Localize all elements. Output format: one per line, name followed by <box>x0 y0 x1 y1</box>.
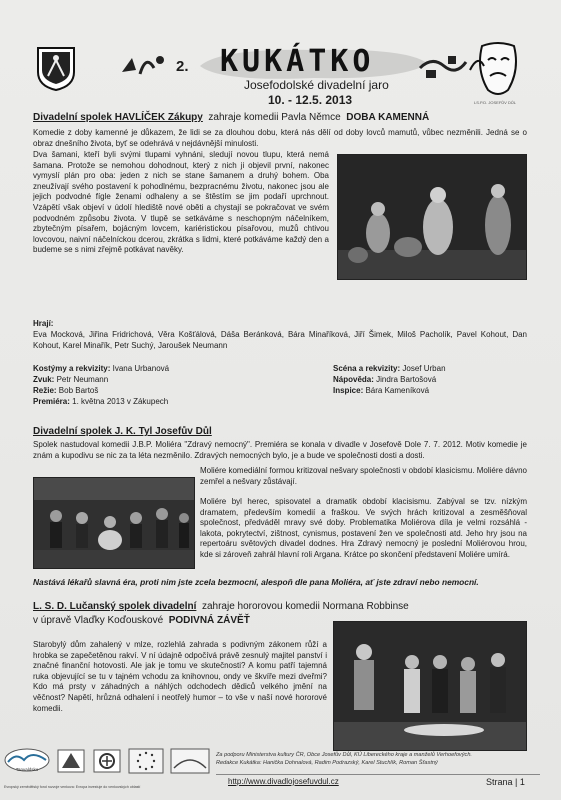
rural-fund-logo <box>170 748 210 774</box>
cast-label: Hrají: <box>33 319 54 328</box>
doba-kamenna-photo <box>337 154 527 280</box>
article2-quote: Nastává lékařů slavná éra, proti nim jste zcela bezmocní, alespoň dle pana Moliéra, ať jste zdraví nebo nemocní. <box>33 577 479 587</box>
footer-editors: Redakce Kukátka: Hanička Dohnalová, Radim Podrazský, Karel Stuchlík, Roman Šťastný <box>216 760 438 766</box>
eu-fund-note: Evropský zemědělský fond rozvoje venkova: Evropa investuje do venkovských oblastí <box>4 785 141 789</box>
article3-subheading <box>33 615 250 626</box>
article1-ensemble: Divadelní spolek HAVLÍČEK Zákupy <box>33 112 203 123</box>
credit-sound: Zvuk: Petr Neumann <box>33 375 109 384</box>
credit-prompter: Nápověda: Jindra Bartošová <box>333 375 437 384</box>
article3-play: PODIVNÁ ZÁVĚŤ <box>168 615 250 626</box>
article1-intro: zahraje komedii Pavla Němce <box>208 112 341 123</box>
zdravy-nemocny-photo <box>33 477 195 569</box>
footer-support: Za podporu Ministerstva kultury ČR, Obce Josefův Důl, KÚ Libereckého kraje a manželů Verhoefových. <box>216 752 472 758</box>
article2-lead: Spolek nastudoval komedii J.B.P. Moliéra "Zdravý nemocný". Premiéra se konala v divadle v Josefově Dole 7. 7. 2012. Motiv komedie je znám a kupodivu se nic za ta léta nezměnilo. Zdravých nemocných bylo, je a bude ve společnosti dosti a dosti. <box>33 440 527 460</box>
page-number: Strana | 1 <box>486 777 525 787</box>
article2-paragraph2: Moliére byl herec, spisovatel a dramatik období klacisismu. Zabýval se tzv. nízkým dramatem, především komedií a fraškou. Ve svých hrách kritizoval a zesměšňoval společnost, předváděl mravy své doby. Problematika Moliérova díla je velmi rozsáhlá - lakota, pokrytectví, zištnost, cynismus, postavení žen ve společnosti atd. Jeho hry jsou na repertoáru světových divadel dodnes. Hra Zdravý nemocný je poslední Moliérovou hrou, kde si zároveň zahrál hlavní roli Argana. Krátce po skončení představení Moliére umírá. <box>200 497 527 559</box>
theatre-props-icon <box>118 50 168 80</box>
article3-heading <box>33 601 409 612</box>
tanvaldsko-label: Tanvaldsko <box>15 767 39 772</box>
podivna-zavet-photo <box>333 621 527 751</box>
article3-adaptation: v úpravě Vlaďky Koďouskové <box>33 615 164 626</box>
article1-play: DOBA KAMENNÁ <box>346 112 430 123</box>
article3-ensemble: L. S. D. Lučanský spolek divadelní <box>33 601 197 612</box>
credit-inspice: Inspice: Bára Kameníková <box>333 386 430 395</box>
article2-heading <box>33 426 212 437</box>
theatre-props-icon <box>418 52 468 82</box>
article1-heading <box>33 112 429 123</box>
article1-body: Dva šamani, kteří byli svými tlupami vyhnáni, sledují novou tlupu, která nemá šamana. Protože se nemohou dohodnout, který z nich ji objevil první, nakonec vymyslí plán pro oba: jeden z nich se stane šamanem a druhý bohem. Oba zneužívají svého postavení k pohodlnému, bezpracnému životu, nakonec jsou ale jejich podvodné fígle ženami odhaleny a se štěstím se jim podaří uprchnout. Vzápětí však objeví v údolí hlediště nové oběti a chystají se pokračovat ve svém podvodném způsobu života. V tlupě se setkáváme s neschopným náčelníkem, zbytečným písařem, bojácným lovcem, kariéristickou písařovou, mužů chtivou lovcovou, naivní náčelníckou dcerou, zkrátka s lidmi, které potkáváme každý den a budeme se s nimi zřejmě potkávat navěky. <box>33 150 329 255</box>
credit-director: Režie: Bob Bartoš <box>33 386 99 395</box>
region-logo <box>92 748 122 774</box>
footer-divider <box>216 774 540 775</box>
credit-scene: Scéna a rekvizity: Josef Urban <box>333 364 446 373</box>
festival-name: Josefodolské divadelní jaro <box>244 78 389 92</box>
masthead <box>28 38 538 110</box>
article2-ensemble: Divadelní spolek J. K. Tyl Josefův Důl <box>33 426 212 437</box>
festival-dates: 10. - 12.5. 2013 <box>268 93 353 107</box>
eu-flag-icon <box>128 748 164 774</box>
issue-number: 2. <box>176 58 189 75</box>
article1-lead: Komedie z doby kamenné je důkazem, že lidi se za dlouhou dobu, která nás dělí od doby lovců mamutů, vůbec nezměnili. Jedná se o obraz dnešního života, byť se odehrává v nejdávnější minulosti. <box>33 128 527 148</box>
article3-intro: zahraje hororovou komedii Normana Robbinse <box>201 601 409 612</box>
credit-premiere: Premiéra: 1. května 2013 v Zákupech <box>33 397 169 406</box>
cast-list: Eva Mocková, Jiřina Fridrichová, Věra Košťálová, Dáša Beránková, Bára Minaříková, Jiří Šimek, Miloš Pacholík, Pavel Kohout, Dan Kohout, Karel Minařík, Petr Suchý, Jaroušek Neumann <box>33 330 527 350</box>
tanvaldsko-logo <box>4 748 50 774</box>
article2-paragraph1: Moliére komediální formou kritizoval nešvary společnosti v období klasicismu. Moliére dávno zemřel a nešvary zůstávají. <box>200 466 527 486</box>
mask-caption: LS.P.D. JOSEFŮV DŮL <box>474 100 516 105</box>
credit-costumes: Kostýmy a rekvizity: Ivana Urbanová <box>33 364 170 373</box>
article3-body: Starobylý dům zahalený v mlze, rozlehlá zahrada s podivným zákonem růží a hrobka se zapečetěnou rakví. V ní údajně odpočívá právě zesnulý majitel panství i značné finanční hotovosti. Ale jak je tomu ve skutečnosti? A komu patří tajemná ruka objevující se tu v tajném vchodu za knihovnou, ondy ve škvíře mezi dveřmi? Kdo má prsty v záhadných a náhlých odchodech dědiců velkého jmění na věčnost? Napětí, hrůzná odhalení i neotřelý humor – to vše v naší nové hororové komedii. <box>33 640 327 713</box>
josefuv-dul-crest-icon <box>36 46 76 92</box>
newsletter-title: KUKÁTKO <box>220 44 375 79</box>
theatre-mask-icon <box>468 40 528 100</box>
leader-logo <box>56 748 86 774</box>
website-link[interactable]: http://www.divadlojosefuvdul.cz <box>228 777 339 786</box>
